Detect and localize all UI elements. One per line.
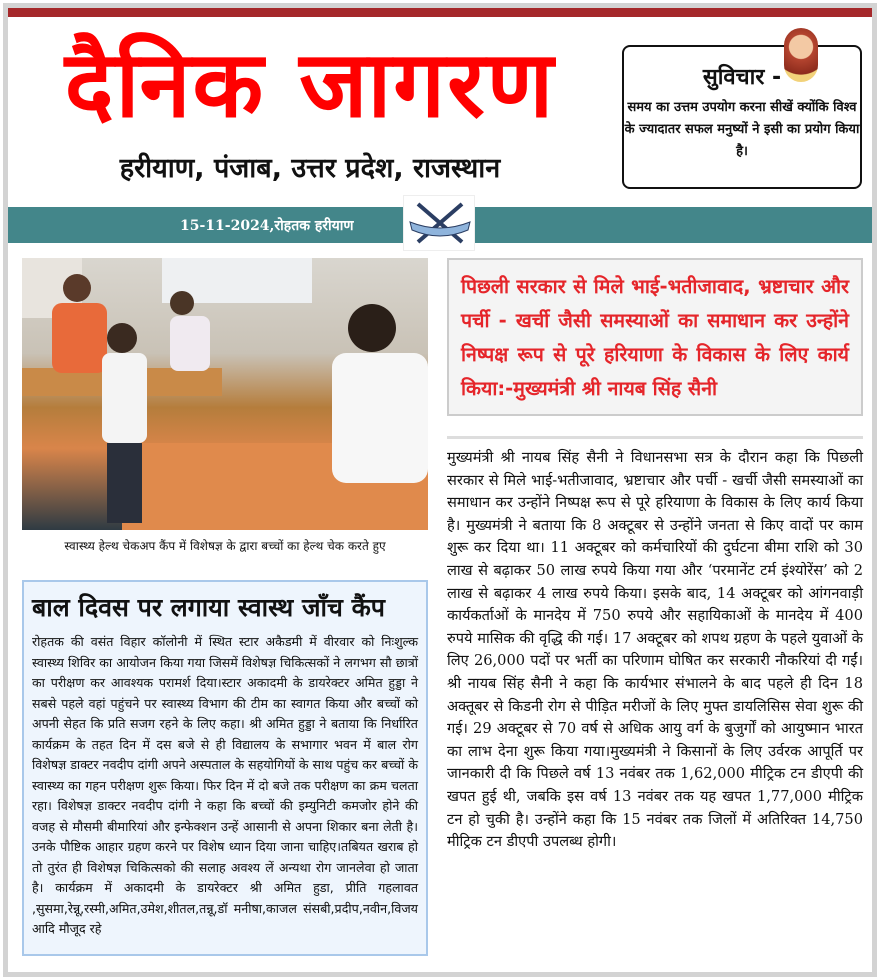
right-article-body: मुख्यमंत्री श्री नायब सिंह सैनी ने विधानसभा सत्र के दौरान कहा कि पिछली सरकार से मिले भाई-भतीजावाद, भ्रष्टाचार और पर्ची - खर्ची जैसी समस्याओं का समाधान कर उन्होंने निष्पक्ष रूप से पूरे हरियाणा के विकास के लिए कार्य किया है। मुख्यमंत्री ने बताया कि 8 अक्टूबर से उन्होंने जनता से किए वादों पर काम शुरू कर दिया था। 11 अक्टूबर को कर्मचारियों की दुर्घटना बीमा राशि को 30 लाख से बढ़ाकर 50 लाख रुपये किया गया और ‘परमानेंट टर्म इंश्योरेंस’ को 2 लाख से बढ़ाकर 4 लाख रुपये किया। इसके बाद, 14 अक्टूबर को आंगनवाड़ी कार्यकर्ताओं के मानदेय में 750 रुपये और सहायिकाओं के मानदेय में 400 रुपये मासिक की वृद्धि की गई। 17 अक्टूबर को शपथ ग्रहण के पहले युवाओं के लिए 26,000 पदों पर भर्ती का परिणाम घोषित कर सरकारी नौकरियां दी गईं। श्री नायब सिंह सैनी ने कहा कि कार्यभार संभालने के बाद पहले ही दिन 18 अक्तूबर से किडनी रोग से पीड़ित मरीजों के लिए मुफ्त डायलिसिस सेवा शुरू की गई। 29 अक्टूबर से 70 वर्ष से अधिक आयु वर्ग के बुजुर्गों को आयुष्मान भारत का लाभ देना शुरू किया गया।मुख्यमंत्री ने किसानों के लिए उर्वरक आपूर्ति पर जानकारी दी कि पिछले वर्ष 13 नवंबर तक 1,62,000 मीट्रिक टन डीएपी की खपत हुई थी, जबकि इस वर्ष 13 नवंबर तक यह खपत 1,77,000 मीट्रिक टन हो चुकी है। उन्होंने कहा कि 15 नवंबर तक जिलों में अतिरिक्त 14,750 मीट्रिक टन डीएपी उपलब्ध होगी।	[447, 449, 863, 851]
dateline: 15-11-2024,रोहतक हरीयाण	[180, 218, 354, 234]
suvichar-box	[622, 45, 862, 189]
left-article	[22, 580, 428, 956]
suvichar-title: सुविचार -	[702, 65, 782, 90]
suvichar-quote: समय का उत्तम उपयोग करना सीखें क्योंकि विश्व के ज्यादातर सफल मनुष्यों ने इसी का प्रयोग किया है।	[624, 100, 860, 159]
divider	[447, 436, 863, 439]
photo-caption: स्वास्थ्य हेल्थ चेकअप कैंप में विशेषज्ञ के द्वारा बच्चों का हेल्थ चेक करते हुए	[64, 539, 386, 553]
newspaper-masthead: दैनिक जागरण	[64, 31, 556, 138]
edition-states: हरीयाण, पंजाब, उत्तर प्रदेश, राजस्थान	[119, 153, 501, 184]
crossed-pens-logo	[403, 195, 475, 251]
right-article-headline: पिछली सरकार से मिले भाई-भतीजावाद, भ्रष्टाचार और पर्ची - खर्ची जैसी समस्याओं का समाधान कर उन्होंने निष्पक्ष रूप से पूरे हरियाणा के विकास के लिए कार्य किया:-मुख्यमंत्री श्री नायब सिंह सैनी	[447, 258, 863, 416]
namaste-woman-icon	[784, 28, 818, 82]
article-photo	[22, 258, 428, 530]
left-article-body: रोहतक की वसंत विहार कॉलोनी में स्थित स्टार अकैडमी में वीरवार को निःशुल्क स्वास्थ्य शिविर का आयोजन किया गया जिसमें विशेषज्ञ चिकित्सकों ने लगभग सौ छात्रों का परीक्षण कर आवश्यक परामर्श दिया।स्टार अकादमी के डायरेक्टर अमित हुड्डा ने सबसे पहले वहां पहुंचने पर स्वास्थ्य विभाग की टीम का स्वागत किया और बच्चों को अपनी सेहत कि प्रति सजग रहने के लिए कहा। श्री अमित हुड्डा ने बताया कि निर्धारित कार्यक्रम के तहत दिन में दस बजे से ही विद्यालय के सभागार भवन में बाल रोग विशेषज्ञ डाक्टर नवदीप दांगी अपने अस्पताल के सहयोगियों के साथ पहुंच कर बच्चों के स्वास्थ्य का गहन परीक्षण शुरू किया। फिर दिन में दो बजे तक परीक्षण का क्रम चलता रहा। विशेषज्ञ डाक्टर नवदीप दांगी ने कहा कि बच्चों की इम्युनिटी कमजोर होने की वजह से मौसमी बीमारियां और इन्फेक्शन उन्हें आसानी से अपना शिकार बना लेती है। उनके पौष्टिक आहार ग्रहण करने पर विशेष ध्यान दिया जाना चाहिए।तबियत खराब हो तो तुरंत ही विशेषज्ञ चिकित्सको की सलाह अवश्य लें अन्यथा रोग जानलेवा हो जाता है। कार्यक्रम में अकादमी के डायरेक्टर श्री अमित हुडा, प्रीति गहलावत ,सुसमा,रेन्नू,रस्मी,अमित,उमेश,शीतल,तन्नू,डॉ मनीषा,काजल संसबी,प्रदीप,नवीन,विजय आदि मौजूद रहे	[32, 634, 418, 936]
top-color-bar	[8, 8, 872, 17]
left-article-title: बाल दिवस पर लगाया स्वास्थ जाँच कैंप	[32, 593, 385, 622]
